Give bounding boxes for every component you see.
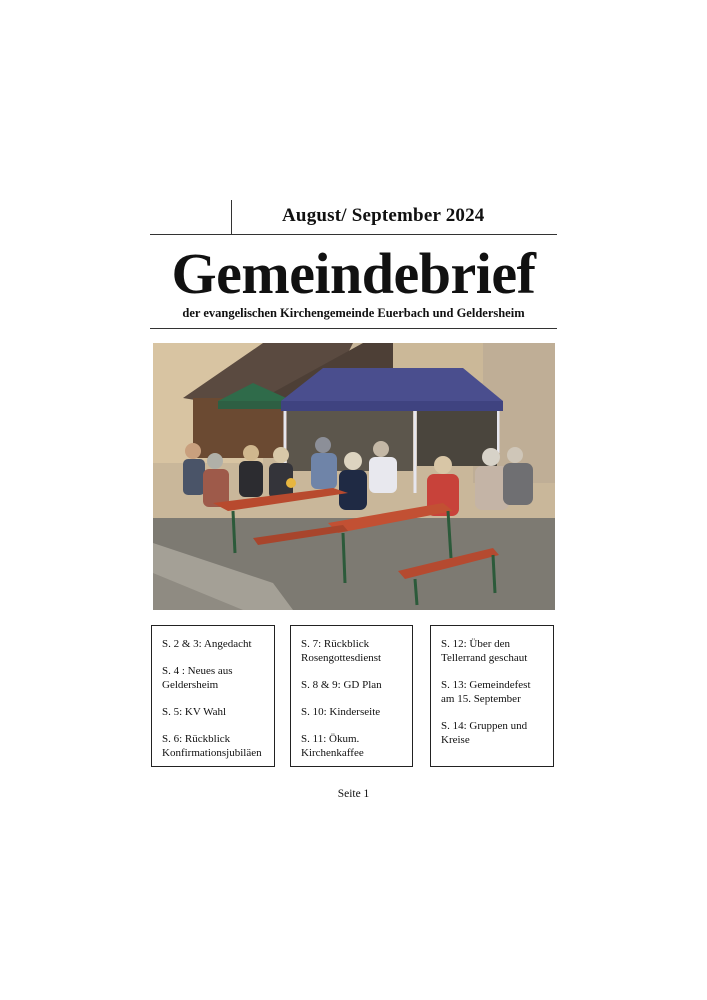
header-rule-bottom xyxy=(150,328,557,329)
toc-item: S. 4 : Neues aus Geldersheim xyxy=(162,665,233,691)
page-title: Gemeindebrief xyxy=(171,241,536,306)
cover-photo xyxy=(153,343,555,610)
toc-item: S. 12: Über den Tellerrand geschaut xyxy=(441,638,528,664)
toc-item: S. 13: Gemeindefest am 15. September xyxy=(441,679,531,705)
issue-date: August/ September 2024 xyxy=(282,205,485,226)
toc-item: S. 5: KV Wahl xyxy=(162,706,227,718)
toc-item: S. 10: Kinderseite xyxy=(301,706,381,718)
header-rule-top xyxy=(150,234,557,235)
toc-column-2 xyxy=(290,625,413,767)
header-divider-vertical xyxy=(231,200,232,234)
page-subtitle: der evangelischen Kirchengemeinde Euerbach und Geldersheim xyxy=(182,306,525,320)
toc-item: S. 14: Gruppen und Kreise xyxy=(441,720,528,746)
toc-item: S. 11: Ökum. Kirchenkaffee xyxy=(301,733,364,759)
photo-icon xyxy=(153,343,555,610)
toc-column-1 xyxy=(151,625,275,767)
page-number: Seite 1 xyxy=(337,788,370,800)
toc-item: S. 7: Rückblick Rosengottesdienst xyxy=(301,638,382,664)
toc-column-3 xyxy=(430,625,554,767)
toc-item: S. 2 & 3: Angedacht xyxy=(162,638,252,650)
toc-item: S. 6: Rückblick Konfirmationsjubiläen xyxy=(162,733,262,759)
toc-item: S. 8 & 9: GD Plan xyxy=(301,679,382,691)
